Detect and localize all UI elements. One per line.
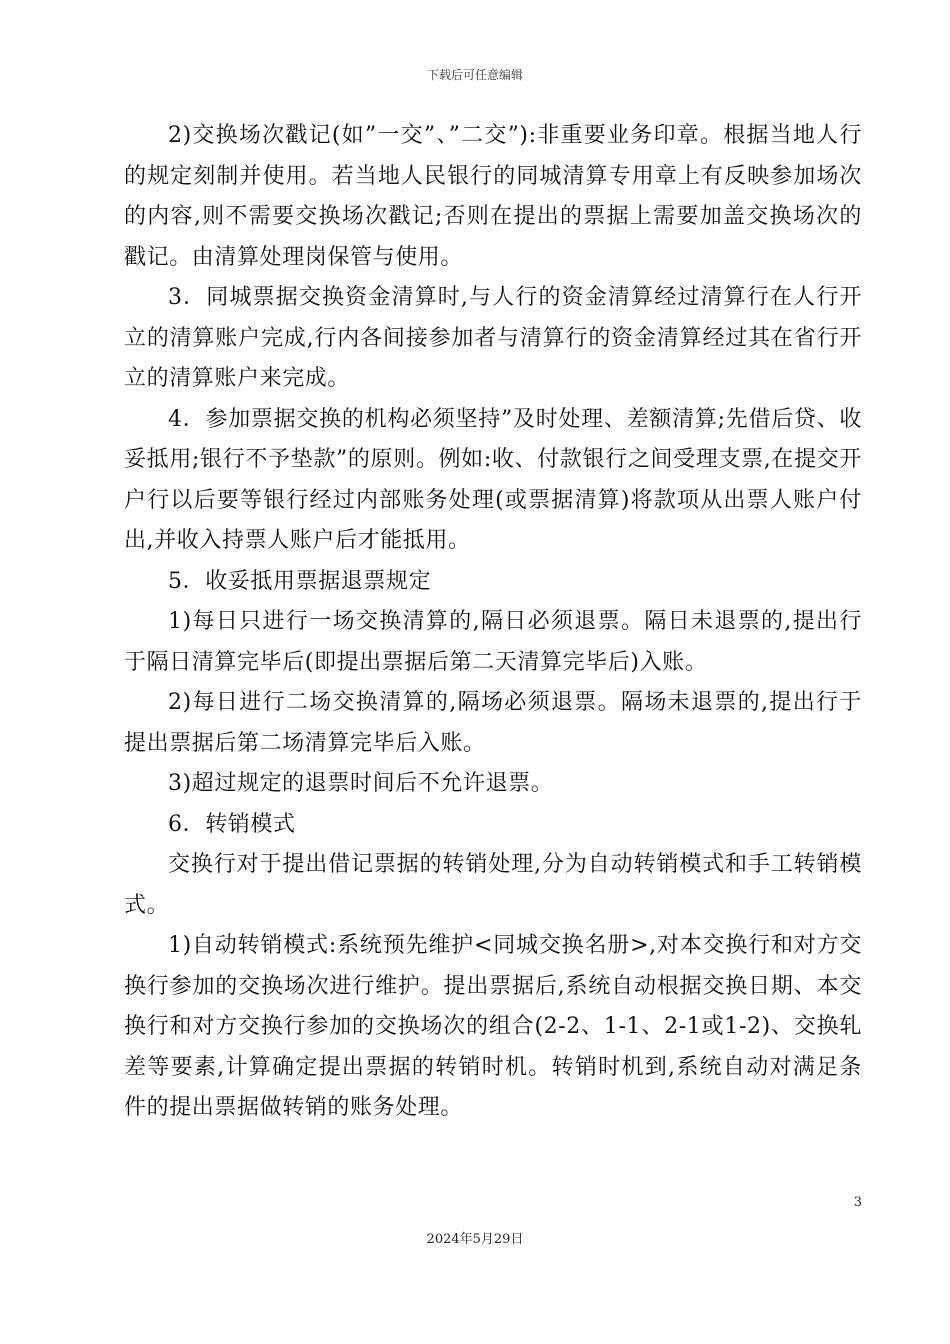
paragraph-exchange-stamp: 2)交换场次戳记(如”一交”、”二交”):非重要业务印章。根据当地人行的规定刻制并使用。若当地人民银行的同城清算专用章上有反映参加场次的内容,则不需要交换场次戳记;否则在提出的票据上需要加盖交换场次的戳记。由清算处理岗保管与使用。 [124, 123, 862, 270]
paragraph-auto-transfer-mode: 1)自动转销模式:系统预先维护<同城交换名册>,对本交换行和对方交换行参加的交换场次进行维护。提出票据后,系统自动根据交换日期、本交换行和对方交换行参加的交换场次的组合(2-2、1-1、2-1或1-2)、交换轧差等要素,计算确定提出票据的转销时机。转销时机到,系统自动对满足条件的提出票据做转销的账务处理。 [124, 933, 862, 1120]
paragraph-exchange-principle: 4．参加票据交换的机构必须坚持”及时处理、差额清算;先借后贷、收妥抵用;银行不予垫款”的原则。例如:收、付款银行之间受理支票,在提交开户行以后要等银行经过内部账务处理(或票据清算)将款项从出票人账户付出,并收入持票人账户后才能抵用。 [124, 406, 862, 553]
page-header: 下载后可任意编辑 [426, 68, 523, 82]
paragraph-return-deadline: 3)超过规定的退票时间后不允许退票。 [168, 771, 554, 796]
document-body [124, 116, 862, 1129]
section-heading-transfer-mode: 6．转销模式 [168, 811, 296, 837]
paragraph-fund-clearing: 3．同城票据交换资金清算时,与人行的资金清算经过清算行在人行开立的清算账户完成,行内各间接参加者与清算行的资金清算经过其在省行开立的清算账户来完成。 [124, 285, 862, 391]
paragraph-transfer-mode-intro: 交换行对于提出借记票据的转销处理,分为自动转销模式和手工转销模式。 [124, 852, 862, 918]
paragraph-double-session-return: 2)每日进行二场交换清算的,隔场必须退票。隔场未退票的,提出行于提出票据后第二场清算完毕后入账。 [124, 690, 862, 756]
section-heading-return-rules: 5．收妥抵用票据退票规定 [168, 568, 432, 594]
page-footer-date: 2024年5月29日 [426, 1232, 524, 1247]
page-number: 3 [853, 1195, 862, 1210]
paragraph-single-session-return: 1)每日只进行一场交换清算的,隔日必须退票。隔日未退票的,提出行于隔日清算完毕后(即提出票据后第二天清算完毕后)入账。 [124, 609, 862, 675]
